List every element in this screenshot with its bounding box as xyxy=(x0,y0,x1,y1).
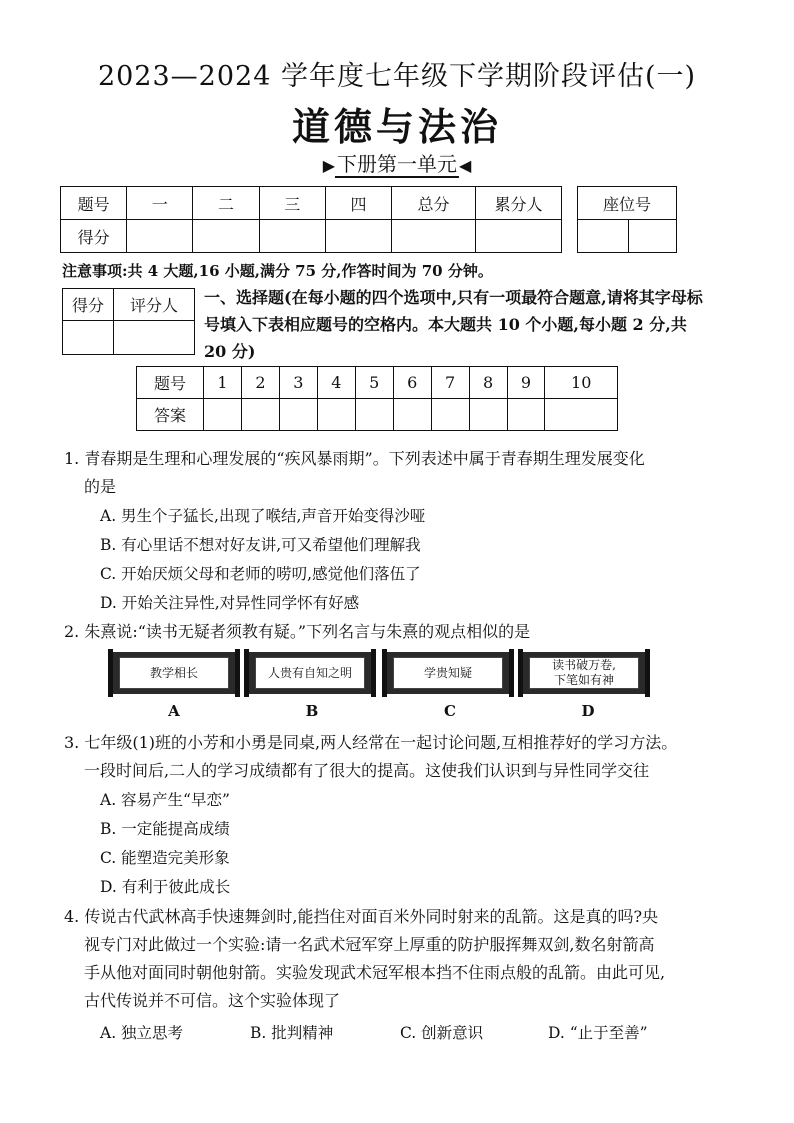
question-1-option-c[interactable]: C. 开始厌烦父母和老师的唠叨,感觉他们落伍了 xyxy=(100,565,421,583)
scroll-b[interactable] xyxy=(246,652,374,694)
subject-title: 道德与法治 xyxy=(291,104,502,149)
answer-number: 3 xyxy=(279,367,317,399)
score-header-cell: 四 xyxy=(325,187,391,220)
triangle-right-icon: ▶ xyxy=(322,156,335,175)
score-input-cell[interactable] xyxy=(127,220,193,253)
score-header-cell: 累分人 xyxy=(476,187,562,220)
scroll-a-label: A xyxy=(168,702,180,720)
seat-input-cell[interactable] xyxy=(578,220,629,253)
answer-cell[interactable] xyxy=(393,399,431,431)
scroll-rod xyxy=(244,649,249,697)
score-table xyxy=(60,186,562,253)
score-header-cell: 三 xyxy=(259,187,325,220)
grader-score-cell[interactable] xyxy=(63,321,114,355)
scroll-d-line2: 下笔如有神 xyxy=(553,673,614,687)
grader-name-label: 评分人 xyxy=(114,289,195,321)
seat-label: 座位号 xyxy=(578,187,677,220)
scroll-rod xyxy=(518,649,523,697)
question-1-option-d[interactable]: D. 开始关注异性,对异性同学怀有好感 xyxy=(100,594,360,612)
answer-number: 8 xyxy=(469,367,507,399)
question-4-stem-cont2: 手从他对面同时朝他射箭。实验发现武术冠军根本挡不住雨点般的乱箭。由此可见, xyxy=(84,963,666,982)
question-1-option-a[interactable]: A. 男生个子猛长,出现了喉结,声音开始变得沙哑 xyxy=(100,507,426,525)
question-4-option-a[interactable]: A. 独立思考 xyxy=(100,1024,184,1042)
scroll-rod xyxy=(108,649,113,697)
score-input-cell[interactable] xyxy=(476,220,562,253)
scroll-rod xyxy=(235,649,240,697)
grader-name-cell[interactable] xyxy=(114,321,195,355)
scroll-a-text: 教学相长 xyxy=(119,657,229,689)
answer-cell[interactable] xyxy=(204,399,242,431)
score-input-cell[interactable] xyxy=(325,220,391,253)
scroll-d-line1: 读书破万卷, xyxy=(552,658,616,672)
answer-number: 7 xyxy=(431,367,469,399)
question-4-option-b[interactable]: B. 批判精神 xyxy=(250,1024,334,1042)
scroll-d-label: D xyxy=(581,702,595,720)
question-1-stem-cont: 的是 xyxy=(84,477,117,496)
answer-cell[interactable] xyxy=(431,399,469,431)
answer-number: 5 xyxy=(355,367,393,399)
answer-number: 2 xyxy=(241,367,279,399)
section-one-heading: 一、选择题(在每小题的四个选项中,只有一项最符合题意,请将其字母标号填入下表相应题号的空格内。本大题共 10 个小题,每小题 2 分,共 20 分) xyxy=(204,288,703,361)
answer-number: 9 xyxy=(507,367,545,399)
scroll-c-text: 学贵知疑 xyxy=(393,657,503,689)
unit-subtitle xyxy=(0,148,794,177)
question-1-stem: 1. 青春期是生理和心理发展的“疾风暴雨期”。下列表述中属于青春期生理发展变化 xyxy=(64,449,645,468)
question-3-option-a[interactable]: A. 容易产生“早恋” xyxy=(100,791,230,809)
scroll-rod xyxy=(371,649,376,697)
question-4-stem: 4. 传说古代武林高手快速舞剑时,能挡住对面百米外同时射来的乱箭。这是真的吗?央 xyxy=(64,907,659,926)
score-input-cell[interactable] xyxy=(392,220,476,253)
question-1-option-b[interactable]: B. 有心里话不想对好友讲,可又希望他们理解我 xyxy=(100,536,421,554)
answer-no-label: 题号 xyxy=(137,367,204,399)
answer-label: 答案 xyxy=(137,399,204,431)
question-4-option-d[interactable]: D. “止于至善” xyxy=(548,1024,648,1042)
answer-cell[interactable] xyxy=(355,399,393,431)
answer-cell[interactable] xyxy=(545,399,618,431)
exam-title-line1: 2023—2024 学年度七年级下学期阶段评估(一) xyxy=(97,61,697,92)
seat-table xyxy=(577,186,677,253)
score-header-cell: 一 xyxy=(127,187,193,220)
score-header-cell: 题号 xyxy=(61,187,127,220)
question-3-stem: 3. 七年级(1)班的小芳和小勇是同桌,两人经常在一起讨论问题,互相推荐好的学习方法。 xyxy=(64,733,678,752)
answer-number: 6 xyxy=(393,367,431,399)
answer-number: 4 xyxy=(317,367,355,399)
scroll-c[interactable] xyxy=(384,652,512,694)
answer-cell[interactable] xyxy=(241,399,279,431)
grader-table xyxy=(62,288,195,355)
score-input-cell[interactable] xyxy=(259,220,325,253)
scroll-rod xyxy=(645,649,650,697)
scroll-c-label: C xyxy=(444,702,456,720)
answer-cell[interactable] xyxy=(317,399,355,431)
question-4-stem-cont1: 视专门对此做过一个实验:请一名武术冠军穿上厚重的防护服挥舞双剑,数名射箭高 xyxy=(84,935,655,954)
score-header-cell: 总分 xyxy=(392,187,476,220)
answer-cell[interactable] xyxy=(469,399,507,431)
answer-number: 1 xyxy=(204,367,242,399)
scroll-d[interactable] xyxy=(520,652,648,694)
answer-table xyxy=(136,366,618,431)
answer-cell[interactable] xyxy=(279,399,317,431)
question-2-stem: 2. 朱熹说:“读书无疑者须教有疑。”下列名言与朱熹的观点相似的是 xyxy=(64,622,531,641)
unit-subtitle-text: 下册第一单元 xyxy=(337,152,457,176)
scroll-rod xyxy=(382,649,387,697)
question-3-option-b[interactable]: B. 一定能提高成绩 xyxy=(100,820,230,838)
question-3-option-d[interactable]: D. 有利于彼此成长 xyxy=(100,878,231,896)
exam-instructions: 注意事项:共 4 大题,16 小题,满分 75 分,作答时间为 70 分钟。 xyxy=(62,262,493,280)
answer-number: 10 xyxy=(545,367,618,399)
question-4-option-c[interactable]: C. 创新意识 xyxy=(400,1024,484,1042)
score-row-label: 得分 xyxy=(61,220,127,253)
scroll-rod xyxy=(509,649,514,697)
scroll-b-text: 人贵有自知之明 xyxy=(255,657,365,689)
score-header-cell: 二 xyxy=(193,187,259,220)
scroll-d-text xyxy=(529,657,639,689)
answer-cell[interactable] xyxy=(507,399,545,431)
scroll-a[interactable] xyxy=(110,652,238,694)
grader-score-label: 得分 xyxy=(63,289,114,321)
scroll-b-label: B xyxy=(305,702,319,720)
triangle-left-icon: ◀ xyxy=(459,156,472,175)
score-input-cell[interactable] xyxy=(193,220,259,253)
question-3-option-c[interactable]: C. 能塑造完美形象 xyxy=(100,849,230,867)
question-3-stem-cont: 一段时间后,二人的学习成绩都有了很大的提高。这使我们认识到与异性同学交往 xyxy=(84,761,650,780)
seat-input-cell[interactable] xyxy=(629,220,677,253)
question-4-stem-cont3: 古代传说并不可信。这个实验体现了 xyxy=(84,991,341,1010)
